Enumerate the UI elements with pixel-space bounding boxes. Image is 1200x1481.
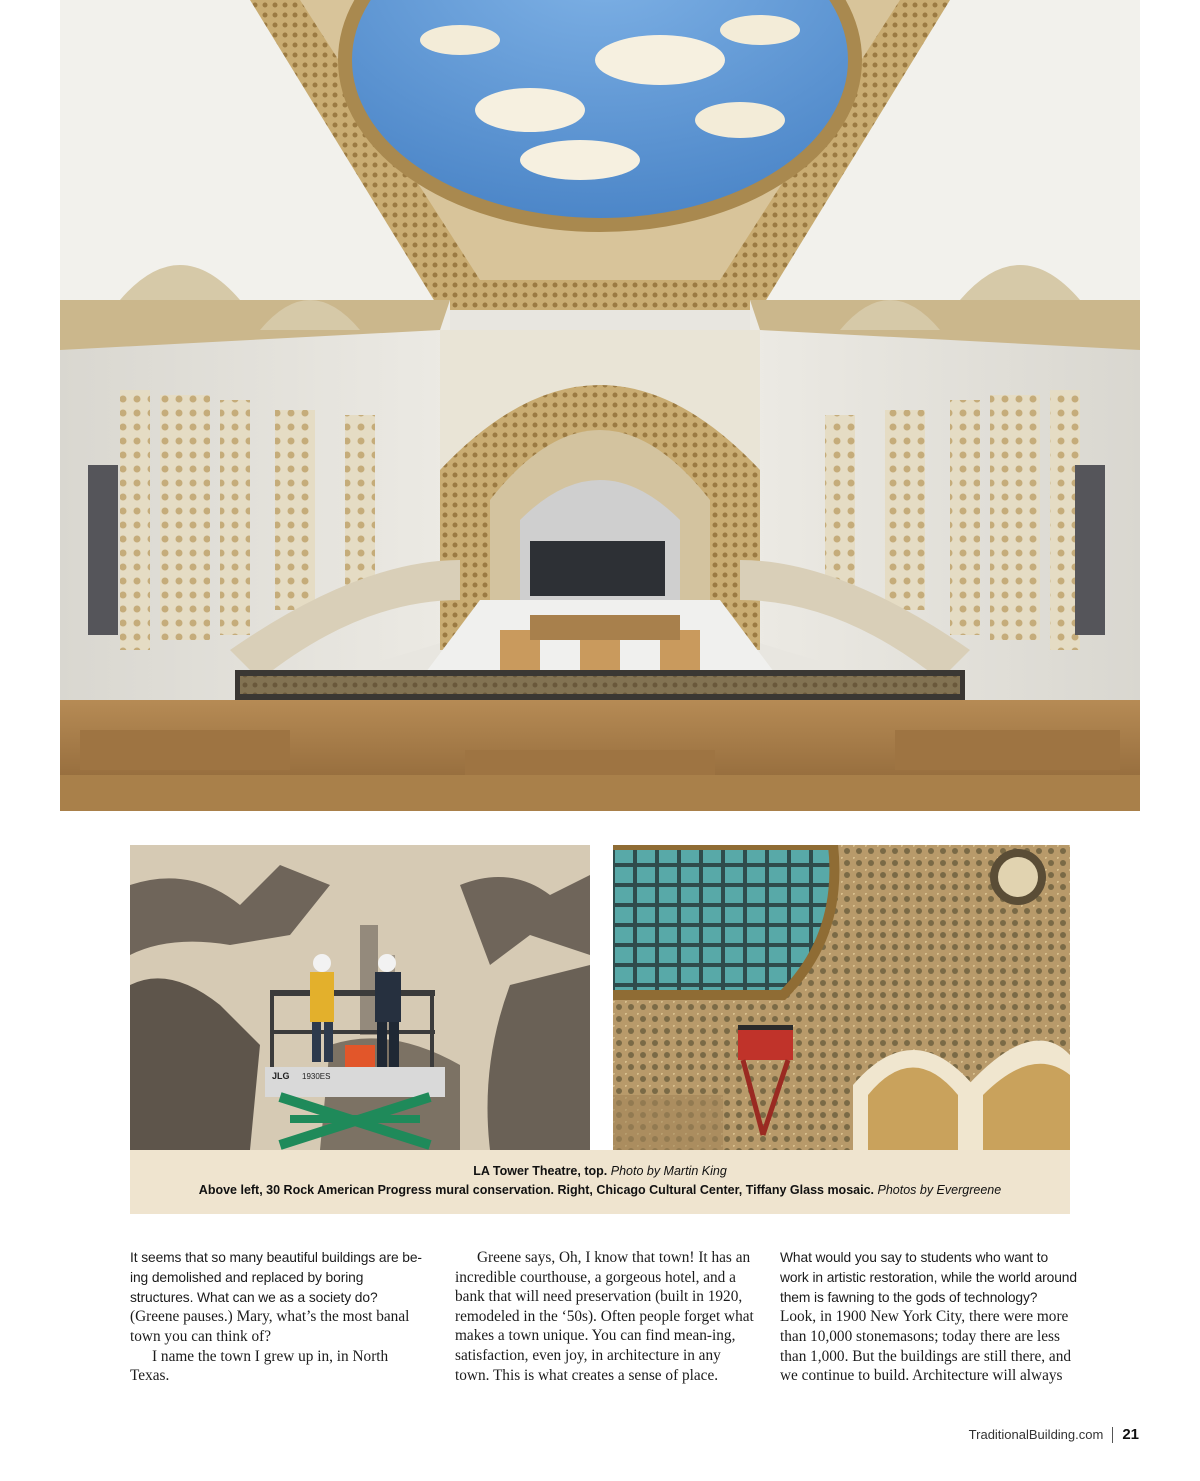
mural-conservation-photo	[130, 845, 590, 1150]
lift-model: 1930ES	[302, 1072, 331, 1081]
mosaic-dome-photo	[613, 845, 1070, 1150]
paragraph: Greene says, Oh, I know that town! It has an incredible courthouse, a gorgeous hotel, and a bank that will need preservation (built in 1920, remodeled in the ‘50s). Often people forget what makes a town unique. You can find mean-ing, satisfaction, even joy, in architecture in any town. This is what creates a sense of place.	[455, 1249, 754, 1384]
caption-credit: Photos by Evergreene	[877, 1183, 1002, 1197]
footer-divider	[1112, 1427, 1113, 1443]
lift-brand: JLG	[272, 1071, 290, 1081]
paragraph: Look, in 1900 New York City, there were more than 10,000 stonemasons; today there are less than 1,000. But the buildings are still there, and we continue to build. Architecture will always	[780, 1308, 1072, 1385]
caption-title: LA Tower Theatre, top.	[473, 1164, 608, 1178]
paragraph: (Greene pauses.) Mary, what’s the most banal town you can think of?	[130, 1308, 410, 1345]
article-column-2	[455, 1248, 755, 1385]
caption-credit: Photo by Martin King	[610, 1164, 727, 1178]
page-number: 21	[1122, 1426, 1139, 1443]
caption-line-2	[130, 1181, 1070, 1200]
photo-caption	[130, 1150, 1070, 1214]
article-column-3	[780, 1248, 1080, 1386]
page-footer	[969, 1426, 1139, 1443]
caption-line-1	[130, 1162, 1070, 1181]
caption-description: Above left, 30 Rock American Progress mural conservation. Right, Chicago Cultural Center, Tiffany Glass mosaic.	[198, 1183, 874, 1197]
paragraph: I name the town I grew up in, in North Texas.	[130, 1347, 389, 1385]
article-column-1	[130, 1248, 430, 1386]
theatre-interior-photo	[60, 0, 1140, 811]
interview-question: What would you say to students who want to work in artistic restoration, while the world around them is fawning to the gods of technology?	[780, 1250, 1077, 1305]
interview-question: It seems that so many beautiful buildings are be-ing demolished and replaced by boring structures. What can we as a society do?	[130, 1250, 422, 1305]
site-name: TraditionalBuilding.com	[968, 1427, 1104, 1442]
